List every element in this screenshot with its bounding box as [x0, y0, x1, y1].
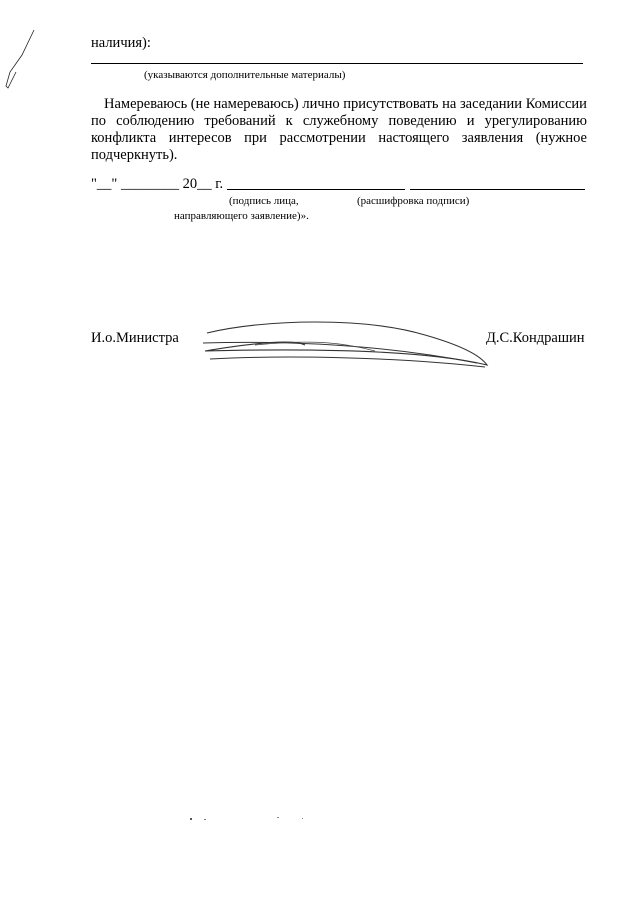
- intent-line-3: конфликта интересов при рассмотрении настоящего заявления (нужное: [91, 130, 587, 146]
- intent-line-2: по соблюдению требований к служебному поведению и урегулированию: [91, 113, 587, 129]
- scan-speck: [204, 819, 206, 820]
- decoding-caption: (расшифровка подписи): [357, 195, 470, 207]
- signature-rule: [227, 189, 405, 190]
- date-line: "__" ________ 20__ г.: [91, 176, 224, 192]
- handwritten-signature: [195, 315, 495, 375]
- decoding-rule: [410, 189, 585, 190]
- signer-name: Д.С.Кондрашин: [486, 330, 585, 346]
- scan-speck: [277, 817, 279, 818]
- intent-line-1: Намереваюсь (не намереваюсь) лично присутствовать на заседании Комиссии: [104, 96, 587, 112]
- intent-line-4: подчеркнуть).: [91, 147, 178, 163]
- scan-speck: [190, 818, 192, 820]
- availability-label: наличия):: [91, 35, 151, 51]
- margin-check-mark: [0, 0, 60, 100]
- signature-caption-2: направляющего заявление)».: [174, 210, 309, 222]
- signature-caption: (подпись лица,: [229, 195, 299, 207]
- materials-rule: [91, 63, 583, 64]
- signer-title: И.о.Министра: [91, 330, 179, 346]
- scan-speck: [302, 818, 303, 819]
- materials-caption: (указываются дополнительные материалы): [144, 69, 346, 81]
